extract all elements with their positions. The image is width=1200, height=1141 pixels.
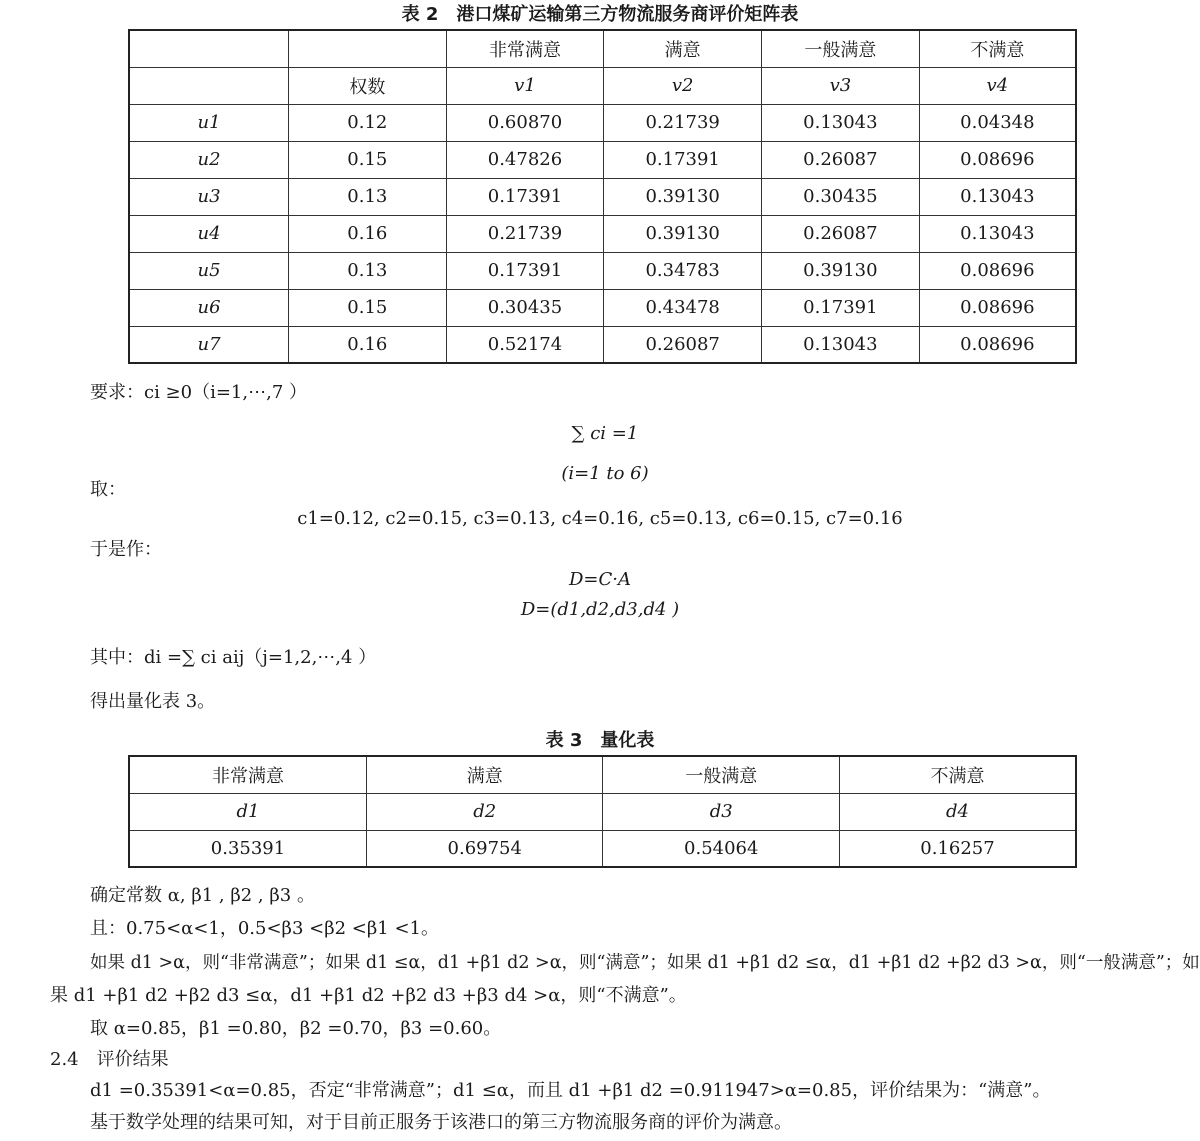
table-cell: 0.16257	[839, 830, 1076, 867]
get-table-text: 得出量化表 3。	[90, 691, 216, 712]
table-cell: 0.15	[289, 141, 447, 178]
table-row	[129, 178, 1076, 215]
table-cell: 0.39130	[604, 178, 762, 215]
header-cell: 一般满意	[603, 756, 840, 793]
header-cell: d2	[366, 793, 603, 830]
table-cell: 0.30435	[446, 289, 604, 326]
table-cell: 0.08696	[919, 141, 1076, 178]
table-cell: 0.08696	[919, 326, 1076, 363]
table-cell: 0.08696	[919, 289, 1076, 326]
table-cell: 0.16	[289, 215, 447, 252]
rule-text-line1: 如果 d1 >α，则“非常满意”；如果 d1 ≤α，d1 +β1 d2 >α，则“满意”；如果 d1 +β1 d2 ≤α，d1 +β1 d2 +β2 d3 >α，则“一般满意”；如	[90, 953, 1200, 973]
sum-formula	[560, 414, 650, 494]
table-cell: u2	[129, 141, 289, 178]
header-cell	[129, 67, 289, 104]
equation-d-vector: D=(d1,d2,d3,d4 )	[520, 599, 680, 620]
table-row	[129, 289, 1076, 326]
table-cell: 0.35391	[129, 830, 366, 867]
header-cell: v2	[604, 67, 762, 104]
table-cell: 0.13	[289, 178, 447, 215]
table-header-row	[129, 30, 1076, 67]
thus-label: 于是作：	[90, 539, 162, 560]
table-cell: u5	[129, 252, 289, 289]
table-cell: 0.21739	[446, 215, 604, 252]
table-cell: 0.47826	[446, 141, 604, 178]
constraint-text: 且：0.75<α<1，0.5<β3 <β2 <β1 <1。	[90, 918, 439, 939]
determine-constants-text: 确定常数 α, β1 , β2 , β3 。	[90, 885, 315, 906]
sum-formula-text: ∑ ci =1 (i=1 to 6)	[561, 423, 649, 484]
header-cell	[129, 30, 289, 67]
header-cell: 一般满意	[762, 30, 920, 67]
table3-caption: 表 3 量化表	[545, 730, 655, 751]
header-cell: d1	[129, 793, 366, 830]
table-cell: 0.17391	[446, 252, 604, 289]
table-row	[129, 104, 1076, 141]
where-formula: 其中：di =∑ ci aij（j=1,2,⋯,4 ）	[90, 647, 377, 668]
take-values-text: 取 α=0.85，β1 =0.80，β2 =0.70，β3 =0.60。	[90, 1018, 502, 1039]
section-heading: 2.4 评价结果	[50, 1049, 169, 1070]
table-cell: 0.13043	[919, 178, 1076, 215]
table-row	[129, 830, 1076, 867]
table-cell: 0.13043	[762, 326, 920, 363]
table-row	[129, 326, 1076, 363]
header-cell: 不满意	[919, 30, 1076, 67]
table-cell: u4	[129, 215, 289, 252]
header-cell: 满意	[366, 756, 603, 793]
equation-d-ca: D=C·A	[568, 569, 631, 590]
table-cell: u6	[129, 289, 289, 326]
take-label: 取：	[90, 479, 126, 500]
conclusion-text: 基于数学处理的结果可知，对于目前正服务于该港口的第三方物流服务商的评价为满意。	[90, 1112, 792, 1133]
c-values-formula: c1=0.12, c2=0.15, c3=0.13, c4=0.16, c5=0.13, c6=0.15, c7=0.16	[297, 508, 903, 529]
header-cell: d3	[603, 793, 840, 830]
table-cell: 0.30435	[762, 178, 920, 215]
table-row	[129, 215, 1076, 252]
table-cell: 0.26087	[762, 141, 920, 178]
rule-text-line2: 果 d1 +β1 d2 +β2 d3 ≤α，d1 +β1 d2 +β2 d3 +β3 d4 >α，则“不满意”。	[50, 985, 687, 1006]
table-cell: u3	[129, 178, 289, 215]
table-cell: 0.26087	[604, 326, 762, 363]
table-cell: 0.16	[289, 326, 447, 363]
table-cell: u1	[129, 104, 289, 141]
table-cell: u7	[129, 326, 289, 363]
table-cell: 0.17391	[446, 178, 604, 215]
header-cell	[289, 30, 447, 67]
header-cell: d4	[839, 793, 1076, 830]
table-cell: 0.13	[289, 252, 447, 289]
quantization-table	[128, 755, 1077, 868]
table-header-row	[129, 67, 1076, 104]
table-cell: 0.39130	[762, 252, 920, 289]
table-cell: 0.04348	[919, 104, 1076, 141]
table-cell: 0.26087	[762, 215, 920, 252]
table-cell: 0.12	[289, 104, 447, 141]
evaluation-matrix-table	[128, 29, 1077, 364]
table-cell: 0.34783	[604, 252, 762, 289]
header-cell: 权数	[289, 67, 447, 104]
header-cell: v3	[762, 67, 920, 104]
table-cell: 0.43478	[604, 289, 762, 326]
header-cell: 满意	[604, 30, 762, 67]
table2-caption: 表 2 港口煤矿运输第三方物流服务商评价矩阵表	[401, 4, 799, 25]
table-header-row	[129, 756, 1076, 793]
header-cell: 非常满意	[446, 30, 604, 67]
table-cell: 0.13043	[919, 215, 1076, 252]
header-cell: v4	[919, 67, 1076, 104]
table-cell: 0.69754	[366, 830, 603, 867]
table-cell: 0.52174	[446, 326, 604, 363]
header-cell: v1	[446, 67, 604, 104]
table-row	[129, 141, 1076, 178]
table-cell: 0.17391	[604, 141, 762, 178]
table-cell: 0.39130	[604, 215, 762, 252]
header-cell: 不满意	[839, 756, 1076, 793]
requirement-text: 要求：ci ≥0（i=1,⋯,7 ）	[90, 382, 308, 403]
table-header-row	[129, 793, 1076, 830]
table-cell: 0.60870	[446, 104, 604, 141]
table-row	[129, 252, 1076, 289]
header-cell: 非常满意	[129, 756, 366, 793]
table-cell: 0.15	[289, 289, 447, 326]
table-cell: 0.08696	[919, 252, 1076, 289]
table-cell: 0.13043	[762, 104, 920, 141]
table-cell: 0.54064	[603, 830, 840, 867]
table-cell: 0.21739	[604, 104, 762, 141]
result-text: d1 =0.35391<α=0.85，否定“非常满意”；d1 ≤α，而且 d1 +β1 d2 =0.911947>α=0.85，评价结果为：“满意”。	[90, 1080, 1051, 1101]
table-cell: 0.17391	[762, 289, 920, 326]
